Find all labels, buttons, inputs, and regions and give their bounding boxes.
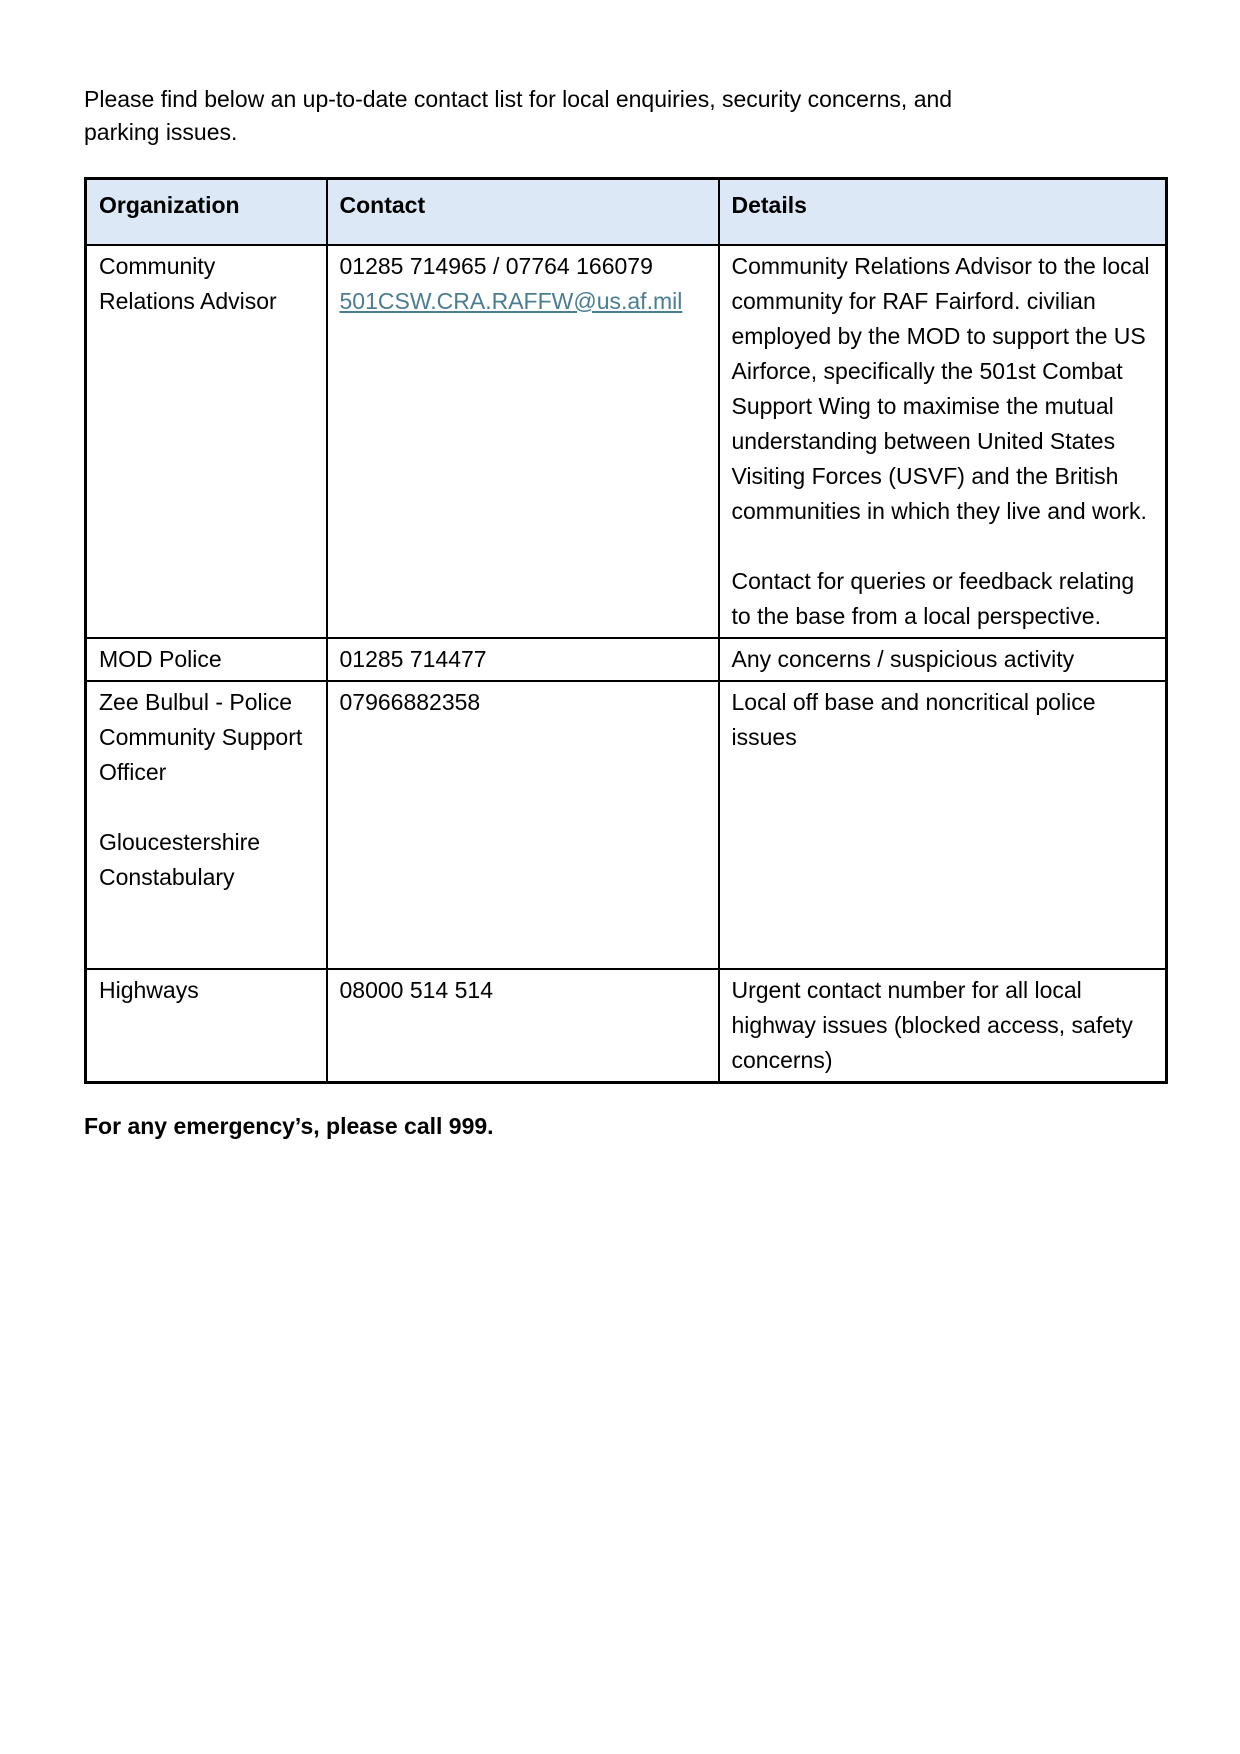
column-header-contact: Contact [327,179,719,245]
text-line: Highways [99,976,199,1003]
contact-cell [327,245,719,638]
contact-cell [327,638,719,681]
details-cell [719,969,1167,1083]
contact-phone-line: 01285 714477 [339,645,487,672]
contact-email-line [340,284,708,319]
table-row [86,681,1167,969]
text-line: Gloucestershire Constabulary [99,828,261,890]
emergency-note: For any emergency’s, please call 999. [84,1112,494,1139]
contact-cell [327,681,719,969]
text-line: Contact for queries or feedback relating to the base from a local perspective. [731,567,1135,629]
column-header-details: Details [719,179,1167,245]
text-line: Any concerns / suspicious activity [731,645,1075,672]
details-cell [719,638,1167,681]
organization-cell [86,638,327,681]
contact-cell [327,969,719,1083]
email-link[interactable]: 501CSW.CRA.RAFFW@us.af.mil [339,287,683,314]
contact-phone-line: 01285 714965 / 07764 166079 [339,252,653,279]
table-body [86,245,1167,1083]
column-header-organization: Organization [86,179,327,245]
text-line: Community Relations Advisor to the local community for RAF Fairford. civilian employed by the MOD to support the US Airforce, specifically the 501st Combat Support Wing to maximise the mutual understanding between United States Visiting Forces (USVF) and the British communities in which they live and work. [731,252,1150,524]
blank-line [99,930,316,965]
organization-cell [86,681,327,969]
blank-line [99,790,316,825]
text-line: Urgent contact number for all local highway issues (blocked access, safety concerns) [731,976,1133,1073]
details-cell [719,245,1167,638]
organization-cell [86,969,327,1083]
organization-cell [86,245,327,638]
blank-line [732,529,1156,564]
contact-table [84,177,1168,1084]
details-cell [719,681,1167,969]
text-line: Local off base and noncritical police issues [731,688,1096,750]
text-line: Zee Bulbul - Police Community Support Officer [99,688,303,785]
contact-phone-line: 08000 514 514 [339,976,493,1003]
table-row [86,638,1167,681]
contact-phone-line: 07966882358 [339,688,481,715]
text-line: MOD Police [99,645,222,672]
text-line: Community Relations Advisor [99,252,277,314]
intro-paragraph: Please find below an up-to-date contact list for local enquiries, security concerns, and parking issues. [84,86,953,145]
table-row [86,245,1167,638]
table-row [86,969,1167,1083]
table-header-row [86,179,1167,245]
blank-line [99,895,316,930]
